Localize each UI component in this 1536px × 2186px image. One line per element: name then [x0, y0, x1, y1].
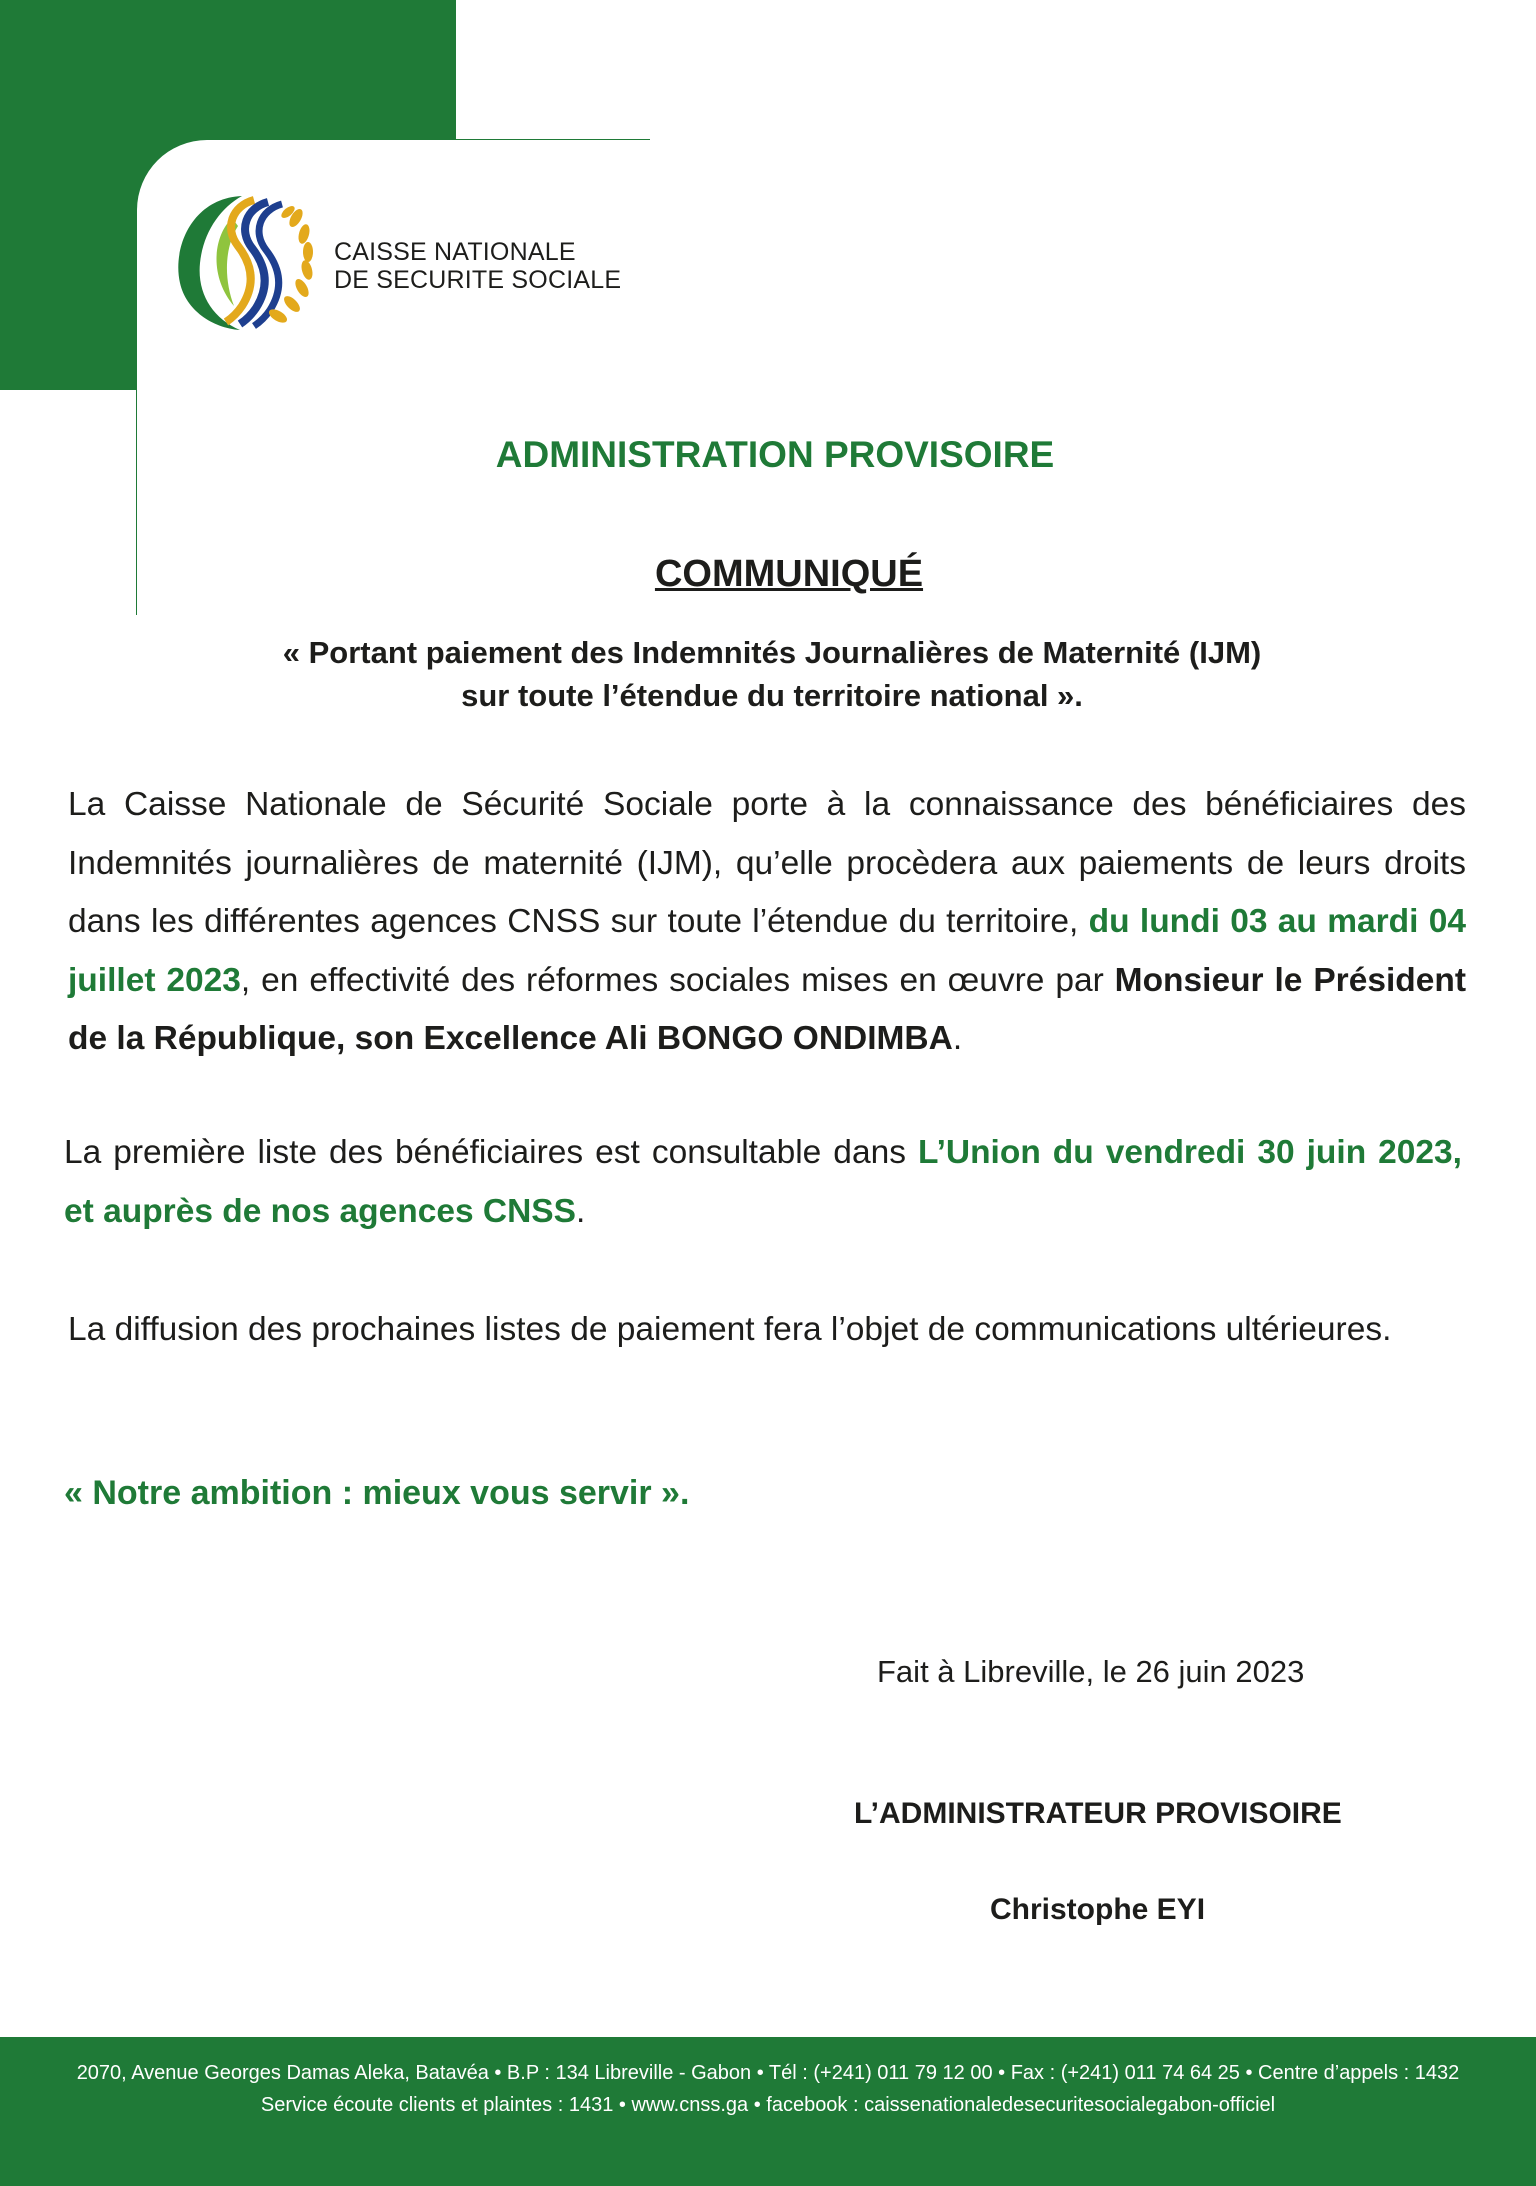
subject-line2: sur toute l’étendue du territoire national ».: [461, 678, 1083, 713]
paragraph-payment-announcement: [68, 776, 1466, 1069]
paragraph-next-lists: La diffusion des prochaines listes de paiement fera l’objet de communications ultérieures.: [68, 1311, 1392, 1348]
signatory-role: L’ADMINISTRATEUR PROVISOIRE: [854, 1797, 1342, 1830]
place-and-date: Fait à Libreville, le 26 juin 2023: [877, 1654, 1305, 1689]
slogan: « Notre ambition : mieux vous servir ».: [64, 1474, 690, 1512]
communique-heading: COMMUNIQUÉ: [654, 553, 924, 595]
cnss-logo-icon: [172, 188, 332, 336]
footer-contacts: Service écoute clients et plaintes : 1431 • www.cnss.ga • facebook : caissenationaledesecuritesocialegabon-officiel: [260, 2094, 1276, 2116]
subject-line1: « Portant paiement des Indemnités Journalières de Maternité (IJM): [282, 635, 1262, 670]
paragraph-beneficiary-list: [64, 1124, 1462, 1241]
paragraph2-text-a: La première liste des bénéficiaires est consultable dans: [64, 1134, 918, 1171]
card-border-top: [200, 139, 650, 140]
organization-name-line2: DE SECURITE SOCIALE: [334, 266, 622, 294]
payment-dates: du lundi 03 au mardi 04 juillet 2023: [68, 903, 1466, 999]
president-mention: Monsieur le Président de la République, son Excellence Ali BONGO ONDIMBA: [68, 961, 1466, 1057]
organization-name: [334, 238, 621, 294]
footer: [0, 2037, 1536, 2186]
communique-subject: [0, 631, 1536, 717]
paragraph1-text-a: La Caisse Nationale de Sécurité Sociale porte à la connaissance des bénéficiaires des Indemnités journalières de maternité (IJM), qu’elle procèdera aux paiements de leurs droits dans les différentes agences CNSS sur toute l’étendue du territoire,: [68, 786, 1466, 940]
signatory-name: Christophe EYI: [990, 1893, 1206, 1926]
page-title: ADMINISTRATION PROVISOIRE: [495, 434, 1055, 475]
paragraph2-text-b: .: [576, 1192, 586, 1230]
organization-name-line1: CAISSE NATIONALE: [334, 238, 576, 266]
publication-reference: L’Union du vendredi 30 juin 2023, et auprès de nos agences CNSS: [64, 1134, 1462, 1230]
footer-address: 2070, Avenue Georges Damas Aleka, Batavéa • B.P : 134 Libreville - Gabon • Tél : (+241) 011 79 12 00 • Fax : (+241) 011 74 64 25 • Centre d’appels : 1432: [76, 2062, 1460, 2084]
paragraph1-text-c: .: [952, 1020, 963, 1057]
paragraph1-text-b: , en effectivité des réformes sociales mises en œuvre par: [240, 961, 1115, 999]
